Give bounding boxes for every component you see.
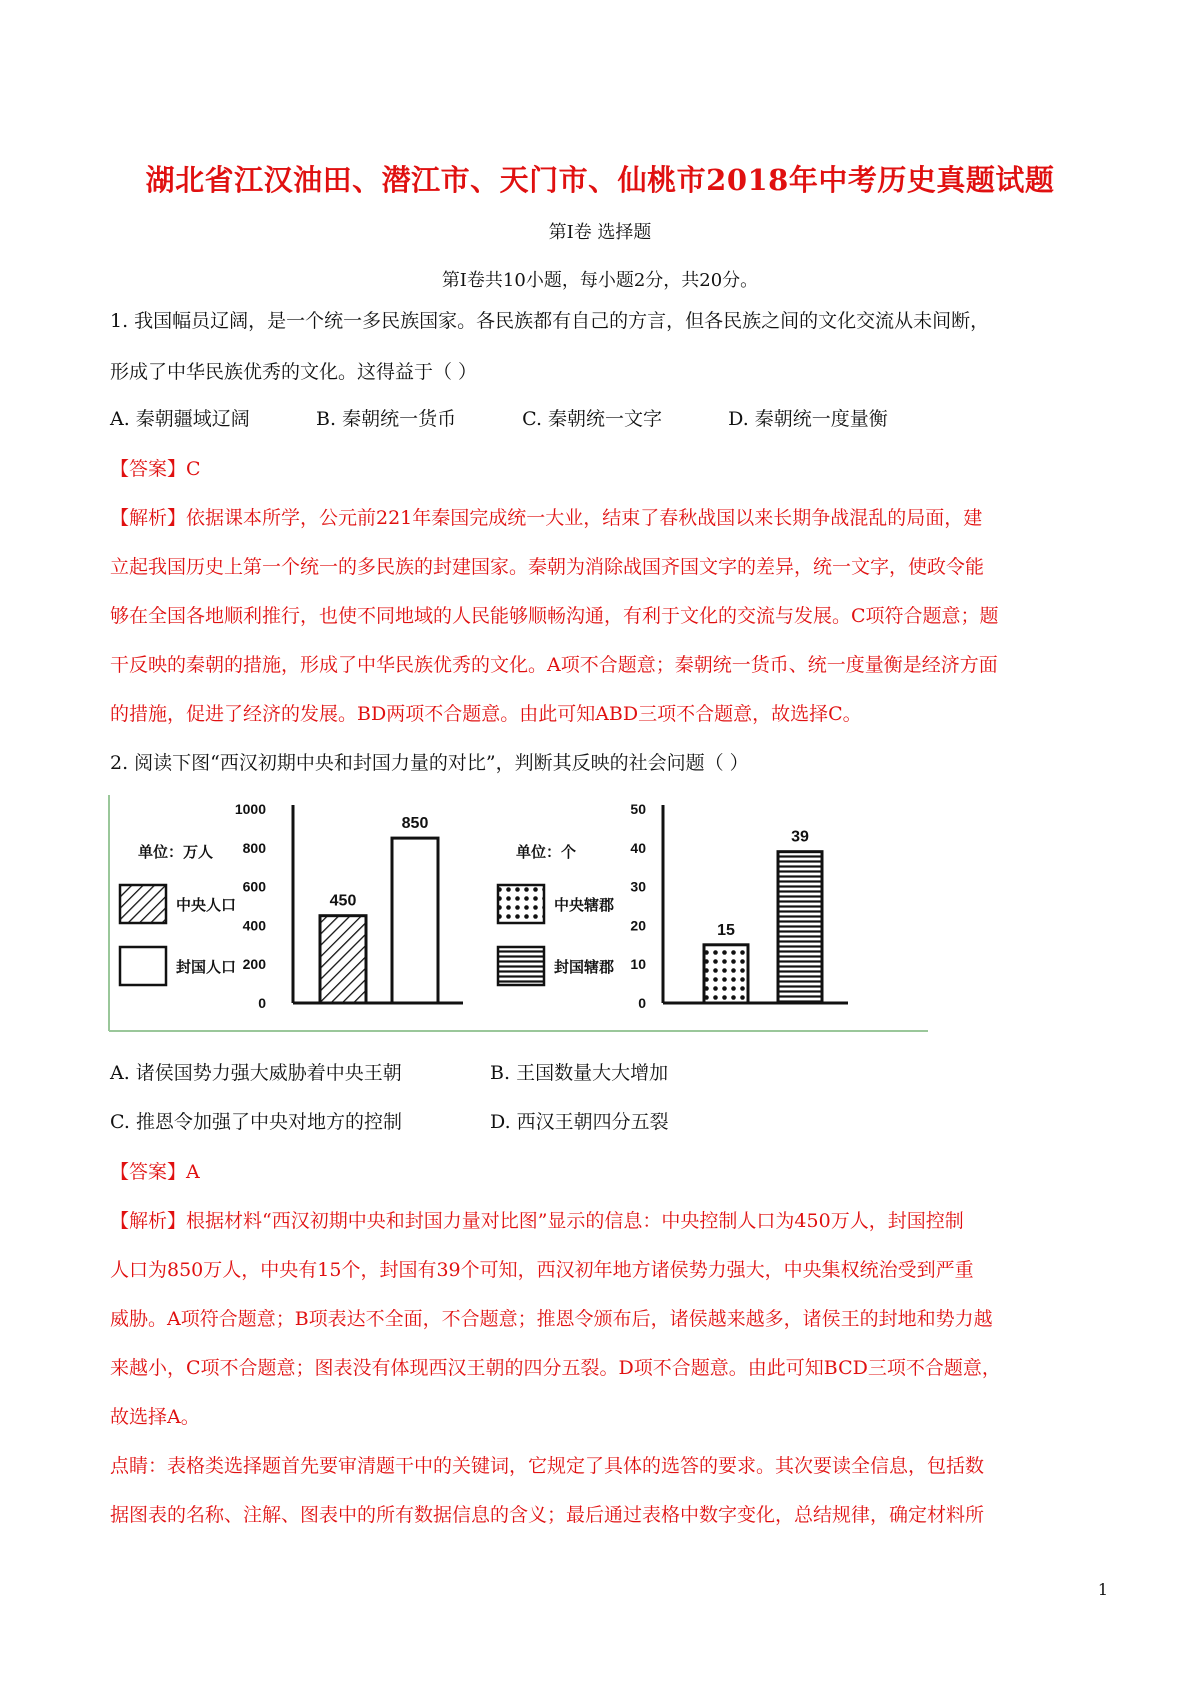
q2-analysis-line-1: 【解析】根据材料“西汉初期中央和封国力量对比图”显示的信息：中央控制人口为450万人，封国控制 xyxy=(110,1210,964,1232)
q2-stem: 2. 阅读下图“西汉初期中央和封国力量的对比”，判断其反映的社会问题（ ） xyxy=(110,752,749,774)
section-heading: 第Ⅰ卷 选择题 xyxy=(548,222,652,243)
q1-analysis-line-1: 【解析】依据课本所学，公元前221年秦国完成统一大业，结束了春秋战国以来长期争战混乱的局面，建 xyxy=(110,507,983,529)
legend-swatch xyxy=(498,947,544,985)
q2-tip-line-2: 据图表的名称、注解、图表中的所有数据信息的含义；最后通过表格中数字变化，总结规律，确定材料所 xyxy=(110,1504,985,1526)
legend-swatch xyxy=(120,947,166,985)
y-tick-label: 10 xyxy=(630,956,646,973)
q2-option-a: A. 诸侯国势力强大威胁着中央王朝 xyxy=(110,1062,402,1084)
bar-value-label: 39 xyxy=(791,828,809,846)
q2-tip-line-1: 点睛：表格类选择题首先要审清题干中的关键词，它规定了具体的选答的要求。其次要读全信息，包括数 xyxy=(110,1455,985,1477)
y-tick-label: 40 xyxy=(630,839,646,856)
q1-option-a: A. 秦朝疆域辽阔 xyxy=(110,408,250,430)
q1-option-d: D. 秦朝统一度量衡 xyxy=(728,408,888,430)
q1-stem-line-2: 形成了中华民族优秀的文化。这得益于（ ） xyxy=(110,361,478,383)
q1-option-c: C. 秦朝统一文字 xyxy=(522,408,663,430)
q1-analysis-line-5: 的措施，促进了经济的发展。BD两项不合题意。由此可知ABD三项不合题意，故选择C。 xyxy=(110,703,862,725)
bar xyxy=(704,945,748,1003)
q2-option-c: C. 推恩令加强了中央对地方的控制 xyxy=(110,1111,402,1133)
bar-value-label: 15 xyxy=(717,921,735,939)
q2-options-row-2 xyxy=(110,1107,669,1134)
population-chart xyxy=(120,801,463,1011)
y-tick-label: 50 xyxy=(630,801,646,817)
y-tick-label: 600 xyxy=(242,878,266,895)
page-title: 湖北省江汉油田、潜江市、天门市、仙桃市2018年中考历史真题试题 xyxy=(145,163,1055,197)
y-tick-label: 0 xyxy=(258,995,266,1011)
q2-analysis-line-3: 威胁。A项符合题意；B项表达不全面，不合题意；推恩令颁布后，诸侯越来越多，诸侯王的封地和势力越 xyxy=(110,1308,993,1330)
legend-swatch xyxy=(120,885,166,923)
q2-bar-charts xyxy=(108,795,928,1035)
unit-label: 单位：个 xyxy=(516,844,577,861)
bar xyxy=(778,852,822,1003)
y-tick-label: 400 xyxy=(242,917,266,934)
legend-label: 中央人口 xyxy=(176,897,237,914)
legend-label: 中央辖郡 xyxy=(554,897,615,914)
bar xyxy=(320,916,366,1003)
page-number: 1 xyxy=(1097,1580,1108,1599)
q1-options xyxy=(110,404,888,431)
q2-answer: 【答案】A xyxy=(110,1161,200,1183)
q2-options-row-1 xyxy=(110,1058,668,1085)
q2-analysis-line-2: 人口为850万人，中央有15个，封国有39个可知，西汉初年地方诸侯势力强大，中央集权统治受到严重 xyxy=(110,1259,974,1281)
section-note: 第Ⅰ卷共10小题，每小题2分，共20分。 xyxy=(441,270,759,291)
q1-option-b: B. 秦朝统一货币 xyxy=(316,408,457,430)
commandery-chart xyxy=(498,801,848,1011)
y-tick-label: 200 xyxy=(242,956,266,973)
y-tick-label: 30 xyxy=(630,878,646,895)
q1-stem-line-1: 1. 我国幅员辽阔，是一个统一多民族国家。各民族都有自己的方言，但各民族之间的文化交流从未间断， xyxy=(110,310,990,332)
q1-answer: 【答案】C xyxy=(110,458,201,480)
q1-analysis-line-2: 立起我国历史上第一个统一的多民族的封建国家。秦朝为消除战国齐国文字的差异，统一文字，使政令能 xyxy=(110,556,985,578)
q1-analysis-line-3: 够在全国各地顺利推行，也使不同地域的人民能够顺畅沟通，有利于文化的交流与发展。C项符合题意；题 xyxy=(110,605,999,627)
y-tick-label: 800 xyxy=(242,839,266,856)
legend-label: 封国辖郡 xyxy=(554,959,615,976)
unit-label: 单位：万人 xyxy=(138,844,214,861)
y-tick-label: 20 xyxy=(630,917,646,934)
q1-analysis-line-4: 干反映的秦朝的措施，形成了中华民族优秀的文化。A项不合题意；秦朝统一货币、统一度量衡是经济方面 xyxy=(110,654,998,676)
bar-value-label: 850 xyxy=(401,815,429,833)
q2-option-b: B. 王国数量大大增加 xyxy=(490,1062,669,1084)
bar-value-label: 450 xyxy=(329,892,357,910)
legend-label: 封国人口 xyxy=(176,959,237,976)
q2-analysis-line-5: 故选择A。 xyxy=(110,1406,200,1428)
q2-analysis-line-4: 来越小，C项不合题意；图表没有体现西汉王朝的四分五裂。D项不合题意。由此可知BCD三项不合题意， xyxy=(110,1357,1001,1379)
bar xyxy=(392,838,438,1003)
q2-option-d: D. 西汉王朝四分五裂 xyxy=(490,1111,669,1133)
legend-swatch xyxy=(498,885,544,923)
y-tick-label: 1000 xyxy=(234,801,266,817)
y-tick-label: 0 xyxy=(638,995,646,1011)
